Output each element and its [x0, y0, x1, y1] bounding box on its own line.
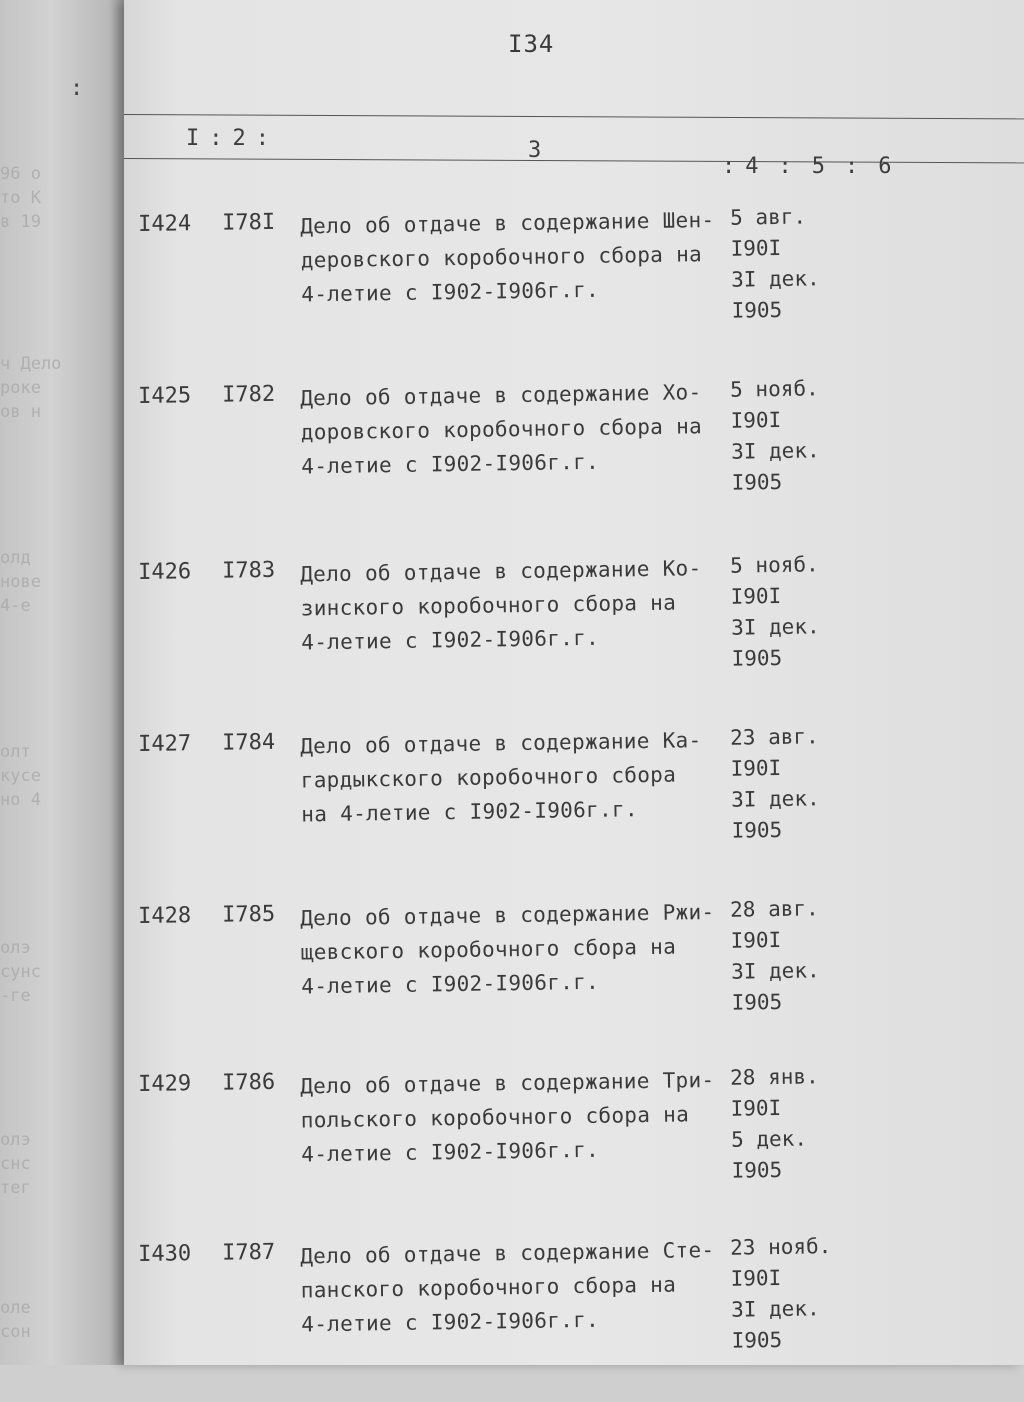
- page-number: I34: [508, 30, 555, 58]
- record-row: [138, 201, 840, 372]
- column-header-4-6: : 4 : 5 : 6: [722, 154, 892, 179]
- record-dates: 5 нояб. I90I 3I дек. I905: [729, 552, 820, 671]
- bleed-through-text: олт кусе но 4: [0, 742, 41, 810]
- bleed-through-text: оле сон: [0, 1298, 31, 1342]
- record-number: I430: [138, 1241, 192, 1267]
- record-number: I425: [138, 383, 192, 409]
- record-row: [138, 1061, 840, 1232]
- record-fond: I785: [221, 901, 276, 928]
- record-title: Дело об отдаче в содержание Три- польского коробочного сбора на 4-летие с I902-I906г.г.: [300, 1067, 715, 1167]
- record-row: [138, 549, 840, 720]
- bleed-through-text: олд нове 4-е: [0, 548, 41, 616]
- record-title: Дело об отдаче в содержание Ка- гардыкского коробочного сбора на 4-летие с I902-I906г.г.: [300, 728, 702, 827]
- bleed-through-text: олэ снс тег: [0, 1130, 31, 1198]
- record-number: I426: [138, 559, 192, 585]
- record-fond: I784: [221, 729, 276, 756]
- record-fond: I783: [221, 557, 276, 584]
- record-fond: I787: [221, 1239, 276, 1266]
- record-title: Дело об отдаче в содержание Хо- доровского коробочного сбора на 4-летие с I902-I906г.г.: [300, 380, 703, 479]
- bleed-through-text: олэ сунс -ге: [0, 938, 41, 1006]
- column-header-1: I : 2 :: [186, 126, 269, 151]
- column-header-3: 3: [528, 138, 542, 163]
- record-row: [138, 1231, 840, 1402]
- record-number: I429: [138, 1071, 192, 1097]
- record-fond: I786: [221, 1069, 276, 1096]
- record-dates: 28 янв. I90I 5 дек. I905: [729, 1064, 819, 1183]
- bleed-through-text: 96 о то К в 19: [0, 164, 41, 232]
- record-fond: I78I: [221, 209, 276, 236]
- record-row: [138, 893, 840, 1064]
- record-number: I424: [138, 211, 192, 237]
- record-dates: 28 авг. I90I 3I дек. I905: [729, 896, 820, 1015]
- record-fond: I782: [221, 381, 276, 408]
- record-title: Дело об отдаче в содержание Сте- панского коробочного сбора на 4-летие с I902-I906г.г.: [300, 1237, 715, 1337]
- record-title: Дело об отдаче в содержание Ржи- щевского коробочного сбора на 4-летие с I902-I906г.г.: [300, 899, 715, 999]
- bleed-through-text: ч Дело роке ов н: [0, 354, 62, 422]
- record-title: Дело об отдаче в содержание Ко- зинского коробочного сбора на 4-летие с I902-I906г.г.: [300, 556, 702, 655]
- record-row: [138, 721, 840, 892]
- left-page: [0, 0, 128, 1365]
- left-page-mark: :: [70, 76, 84, 101]
- record-number: I428: [138, 903, 192, 929]
- record-dates: 23 нояб. I90I 3I дек. I905: [729, 1234, 832, 1353]
- record-title: Дело об отдаче в содержание Шен- деровского коробочного сбора на 4-летие с I902-I906г.г.: [300, 207, 715, 307]
- record-number: I427: [138, 731, 192, 757]
- record-dates: 5 нояб. I90I 3I дек. I905: [729, 376, 820, 495]
- record-dates: 23 авг. I90I 3I дек. I905: [729, 724, 820, 843]
- record-row: [138, 373, 840, 544]
- record-dates: 5 авг. I90I 3I дек. I905: [729, 204, 820, 323]
